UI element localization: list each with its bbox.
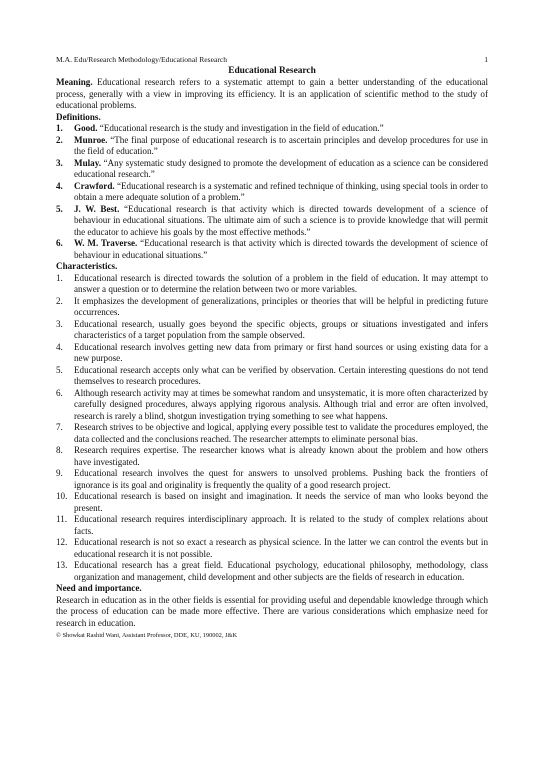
characteristic-number: 11.: [56, 514, 68, 524]
header-page-number: 1: [484, 55, 488, 64]
characteristic-text: Educational research involves getting new data from primary or first hand sources or using existing data for a new purpose.: [74, 341, 488, 363]
characteristic-item: [56, 422, 488, 445]
running-header: [56, 55, 488, 65]
definitions-list: [56, 123, 488, 261]
characteristic-number: 9.: [56, 468, 63, 478]
definition-number: 3.: [56, 157, 63, 168]
definition-item: [56, 204, 488, 239]
definition-term: Crawford.: [74, 180, 115, 191]
characteristic-number: 10.: [56, 491, 68, 501]
characteristic-number: 8.: [56, 445, 63, 455]
characteristic-item: [56, 491, 488, 514]
characteristic-number: 3.: [56, 318, 63, 329]
characteristic-number: 2.: [56, 295, 63, 306]
definition-text: “Any systematic study designed to promote the development of education as a science can be considered educational research.”: [74, 157, 488, 179]
characteristic-item: [56, 342, 488, 365]
characteristic-number: 4.: [56, 341, 63, 352]
need-paragraph: Research in education as in the other fields is essential for providing useful and dependable knowledge through which the process of education can be made more effective. There are various considerations which emphasize need for research in education.: [56, 594, 488, 628]
header-course: M.A. Edu/Research Methodology/Educational Research: [56, 55, 228, 64]
characteristic-text: Educational research is directed towards the solution of a problem in the field of education. It may attempt to answer a question or to determine the relation between two or more variables.: [74, 272, 488, 294]
definition-number: 6.: [56, 238, 63, 248]
need-heading: Need and importance.: [56, 583, 142, 593]
copyright-footer: © Showkat Rashid Wani, Assistant Professor, DDE, KU, 190002, J&K: [56, 632, 238, 639]
characteristic-item: [56, 560, 488, 583]
characteristic-number: 6.: [56, 387, 63, 398]
definition-number: 1.: [56, 123, 63, 133]
characteristic-text: Educational research is based on insight and imagination. It needs the service of man who looks beyond the present.: [74, 491, 488, 513]
characteristic-number: 12.: [56, 537, 68, 547]
definition-item: [56, 123, 488, 135]
characteristic-item: [56, 273, 488, 296]
characteristic-number: 5.: [56, 364, 63, 375]
characteristic-text: Research strives to be objective and logical, applying every possible test to validate the procedures employed, the data collected and the conclusions reached. The researcher attempts to eliminate personal bias.: [74, 422, 488, 444]
characteristic-number: 7.: [56, 422, 63, 432]
characteristic-item: [56, 319, 488, 342]
characteristic-text: It emphasizes the development of generalizations, principles or theories that will be helpful in predicting future occurrences.: [74, 295, 488, 317]
characteristics-list: [56, 273, 488, 584]
characteristic-item: [56, 514, 488, 537]
definition-term: J. W. Best.: [74, 203, 120, 214]
characteristic-number: 1.: [56, 272, 63, 283]
definitions-heading: Definitions.: [56, 111, 101, 122]
definition-term: W. M. Traverse.: [74, 238, 138, 248]
characteristic-item: [56, 468, 488, 491]
definition-text: “The final purpose of educational research is to ascertain principles and develop procedures for use in the field of education.”: [74, 134, 488, 156]
characteristic-text: Educational research requires interdisciplinary approach. It is related to the study of complex relations about facts.: [74, 514, 488, 536]
characteristic-item: [56, 365, 488, 388]
definition-number: 2.: [56, 134, 63, 145]
definition-text: “Educational research is a systematic and refined technique of thinking, using special tools in order to obtain a mere adequate solution of a problem.”: [74, 180, 488, 202]
characteristic-text: Research requires expertise. The researcher knows what is already known about the problem and how others have investigated.: [74, 445, 488, 467]
definition-item: [56, 158, 488, 181]
characteristic-item: [56, 445, 488, 468]
characteristic-item: [56, 388, 488, 423]
meaning-text: Educational research refers to a systematic attempt to gain a better understanding of the educational process, generally with a view in improving its efficiency. It is an application of scientific method to the study of educational problems.: [56, 77, 488, 110]
page-title: Educational Research: [228, 66, 316, 76]
characteristic-text: Educational research is not so exact a research as physical science. In the latter we can control the events but in educational research it is not possible.: [74, 537, 488, 559]
characteristic-text: Educational research, usually goes beyond the specific objects, groups or situations investigated and infers characteristics of a target population from the sample observed.: [74, 318, 488, 340]
definition-item: [56, 181, 488, 204]
definition-text: “Educational research is that activity which is directed towards development of a science of behaviour in educational situations. The ultimate aim of such a science is to provide knowledge that will permit the educator to achieve his goals by the most effective methods.”: [74, 203, 489, 237]
characteristics-heading: Characteristics.: [56, 261, 118, 271]
characteristic-text: Educational research has a great field. Educational psychology, educational philosophy, methodology, class organization and management, child development and other subjects are the fields of research in education.: [74, 560, 488, 582]
characteristic-text: Although research activity may at times be somewhat random and unsystematic, it is more often characterized by carefully designed procedures, always applying rigorous analysis. Although trial and error are often involved, research is rarely a blind, shotgun investigation trying something to see what happens.: [74, 387, 488, 421]
characteristic-text: Educational research accepts only what can be verified by observation. Certain interesting questions do not tend themselves to research procedures.: [74, 364, 488, 386]
definition-text: “Educational research is the study and investigation in the field of education.”: [99, 123, 384, 133]
characteristic-item: [56, 537, 488, 560]
characteristic-number: 13.: [56, 560, 68, 570]
characteristic-text: Educational research involves the quest for answers to unsolved problems. Pushing back the frontiers of ignorance is its goal and originality is frequently the quality of a good research project.: [74, 468, 488, 490]
definition-item: [56, 135, 488, 158]
definition-number: 4.: [56, 180, 63, 191]
definition-number: 5.: [56, 203, 63, 214]
definition-item: [56, 238, 488, 261]
meaning-label: Meaning.: [56, 77, 93, 87]
meaning-paragraph: [56, 77, 488, 112]
definition-text: “Educational research is that activity which is directed towards the development of science of behaviour in educational situations.”: [74, 238, 488, 260]
characteristic-item: [56, 296, 488, 319]
document-page: [56, 55, 488, 640]
definition-term: Munroe.: [74, 134, 108, 145]
definition-term: Good.: [74, 123, 98, 133]
definition-term: Mulay.: [74, 157, 102, 168]
